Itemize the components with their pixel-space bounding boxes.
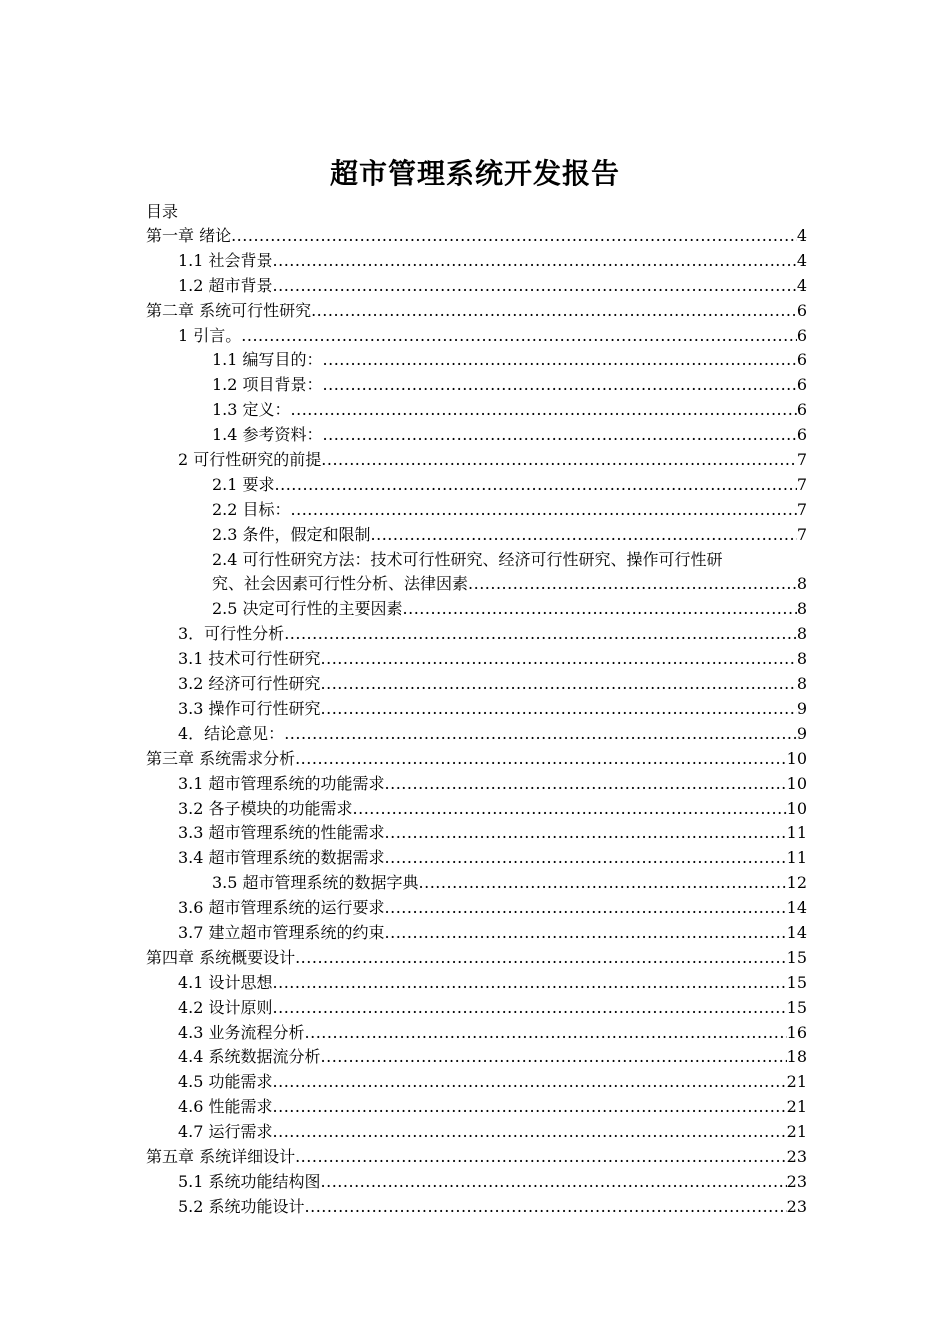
toc-entry[interactable] [146,946,807,971]
dot-leader [273,249,797,274]
dot-leader [353,797,787,822]
toc-page-number: 16 [786,1022,807,1042]
dot-leader [295,946,787,971]
toc-page-number: 21 [786,1072,807,1092]
toc-entry-text: 第一章 绪论 [146,226,232,245]
dot-leader [323,373,797,398]
dot-leader [385,821,787,846]
dot-leader [291,398,797,423]
toc-page-number: 7 [796,499,807,519]
toc-page-number: 6 [796,300,807,320]
dot-leader [305,1021,787,1046]
toc-entry-text-continued: 究、社会因素可行性分析、法律因素 [212,574,469,594]
toc-page-number: 23 [786,1171,807,1191]
dot-leader [321,1045,787,1070]
toc-page-number: 10 [786,748,807,768]
toc-page-number: 8 [796,674,807,694]
toc-entry[interactable] [146,597,807,622]
toc-page-number: 7 [796,524,807,544]
toc-entry-text: 1.1 社会背景 [178,250,273,270]
toc-page-number: 11 [786,823,807,843]
toc-entry-text: 3.2 各子模块的功能需求 [178,798,353,818]
toc-page-number: 15 [786,997,807,1017]
toc-entry-text: 第四章 系统概要设计 [146,947,296,967]
toc-entry[interactable] [146,971,807,996]
dot-leader [323,348,797,373]
toc-entry[interactable] [146,1095,807,1120]
toc-entry[interactable] [146,871,807,896]
dot-leader [231,224,797,249]
toc-entry[interactable] [146,1170,807,1195]
toc-page-number: 6 [796,325,807,345]
toc-page-number: 6 [796,425,807,445]
toc-page-number: 8 [796,599,807,619]
dot-leader [273,274,797,299]
toc-entry-text: 1.4 参考资料： [212,425,323,445]
toc-entry-text: 3.1 超市管理系统的功能需求 [178,773,385,793]
toc-entry[interactable] [146,473,807,498]
toc-page-number: 6 [796,375,807,395]
toc-entry-text: 3.2 经济可行性研究 [178,674,321,694]
toc-entry[interactable] [146,448,807,473]
dot-leader [273,1120,787,1145]
toc-entry-text: 3.5 超市管理系统的数据字典 [212,873,419,893]
toc-entry-text: 3.7 建立超市管理系统的约束 [178,922,385,942]
toc-entry[interactable] [146,747,807,772]
toc-entry-text: 4.2 设计原则 [178,997,273,1017]
toc-entry[interactable] [146,896,807,921]
dot-leader [311,299,797,324]
dot-leader [295,747,787,772]
dot-leader [321,697,797,722]
dot-leader [403,597,797,622]
toc-page-number: 10 [786,798,807,818]
toc-entry[interactable] [146,548,807,598]
toc-entry[interactable] [146,523,807,548]
dot-leader [284,722,797,747]
toc-entry-text: 3.4 超市管理系统的数据需求 [178,848,385,868]
dot-leader [321,1170,787,1195]
toc-page-number: 9 [796,723,807,743]
toc-page-number: 14 [786,898,807,918]
dot-leader [321,647,797,672]
toc-entry[interactable] [146,249,807,274]
dot-leader [321,672,797,697]
dot-leader [468,572,797,597]
dot-leader [371,523,797,548]
toc-page-number: 9 [796,698,807,718]
toc-page-number: 14 [786,922,807,942]
dot-leader [273,996,787,1021]
toc-entry-text: 5.1 系统功能结构图 [178,1171,321,1191]
table-of-contents [146,224,807,1220]
toc-page-number: 4 [796,275,807,295]
dot-leader [275,473,797,498]
dot-leader [385,846,787,871]
toc-entry[interactable] [146,1145,807,1170]
toc-page-number: 23 [786,1146,807,1166]
dot-leader [305,1195,787,1220]
toc-page-number: 4 [796,250,807,270]
toc-entry-text: 4.4 系统数据流分析 [178,1047,321,1067]
toc-page-number: 21 [786,1097,807,1117]
toc-entry-text: 5.2 系统功能设计 [178,1196,305,1216]
toc-entry-text: 4.6 性能需求 [178,1097,273,1117]
toc-page-number: 18 [786,1047,807,1067]
toc-entry-text: 4.1 设计思想 [178,972,273,992]
dot-leader [385,921,787,946]
toc-entry-text: 2.5 决定可行性的主要因素 [212,599,403,619]
toc-entry[interactable] [146,622,807,647]
toc-entry-text: 2.2 目标： [212,499,291,519]
dot-leader [295,1145,787,1170]
toc-entry[interactable] [146,324,807,349]
dot-leader [284,622,797,647]
toc-entry-text: 1 引言。 [178,325,242,345]
toc-entry[interactable] [146,348,807,373]
toc-entry[interactable] [146,697,807,722]
dot-leader [241,324,797,349]
dot-leader [321,448,797,473]
toc-page-number: 8 [796,574,807,594]
toc-entry[interactable] [146,1045,807,1070]
toc-entry-text: 2.3 条件，假定和限制 [212,524,371,544]
dot-leader [273,971,787,996]
toc-entry-text: 3.1 技术可行性研究 [178,649,321,669]
toc-entry-text: 1.2 项目背景： [212,375,323,395]
toc-entry[interactable] [146,498,807,523]
toc-entry-text: 1.2 超市背景 [178,275,273,295]
dot-leader [323,423,797,448]
dot-leader [385,772,787,797]
toc-entry-text: 1.1 编写目的： [212,350,323,370]
toc-entry[interactable] [146,1021,807,1046]
toc-page-number: 10 [786,773,807,793]
toc-page-number: 6 [796,400,807,420]
toc-entry[interactable] [146,423,807,448]
toc-page-number: 15 [786,947,807,967]
toc-entry[interactable] [146,1070,807,1095]
toc-entry[interactable] [146,672,807,697]
toc-entry-text: 4．结论意见： [178,723,285,743]
toc-entry[interactable] [146,846,807,871]
toc-page-number: 12 [786,873,807,893]
toc-entry[interactable] [146,647,807,672]
toc-entry-text: 2.4 可行性研究方法：技术可行性研究、经济可行性研究、操作可行性研 [212,549,723,569]
toc-entry[interactable] [146,722,807,747]
dot-leader [291,498,797,523]
dot-leader [273,1095,787,1120]
toc-entry[interactable] [146,1195,807,1220]
toc-entry[interactable] [146,224,807,249]
dot-leader [419,871,787,896]
toc-entry[interactable] [146,373,807,398]
toc-entry-text: 4.5 功能需求 [178,1072,273,1092]
toc-entry[interactable] [146,797,807,822]
toc-entry[interactable] [146,1120,807,1145]
toc-entry-text: 2 可行性研究的前提 [178,450,322,470]
toc-page-number: 21 [786,1122,807,1142]
toc-entry[interactable] [146,821,807,846]
toc-entry[interactable] [146,772,807,797]
toc-heading: 目录 [146,202,179,221]
toc-page-number: 23 [786,1196,807,1216]
toc-entry-text: 1.3 定义： [212,400,291,420]
toc-page-number: 8 [796,624,807,644]
toc-page-number: 15 [786,972,807,992]
toc-page-number: 11 [786,848,807,868]
toc-entry[interactable] [146,299,807,324]
toc-entry-text: 2.1 要求 [212,474,275,494]
document-title: 超市管理系统开发报告 [329,157,620,190]
dot-leader [385,896,787,921]
toc-entry[interactable] [146,398,807,423]
toc-entry[interactable] [146,921,807,946]
toc-page-number: 8 [796,649,807,669]
toc-entry-text: 第三章 系统需求分析 [146,748,296,768]
toc-entry-text: 4.3 业务流程分析 [178,1022,305,1042]
toc-entry[interactable] [146,274,807,299]
toc-page-number: 7 [796,474,807,494]
toc-entry-text: 3.6 超市管理系统的运行要求 [178,898,385,918]
toc-page-number: 4 [796,226,807,245]
toc-entry-text: 3.3 超市管理系统的性能需求 [178,823,385,843]
toc-entry-text: 第二章 系统可行性研究 [146,300,312,320]
toc-entry-text: 3.3 操作可行性研究 [178,698,321,718]
toc-entry-text: 4.7 运行需求 [178,1122,273,1142]
dot-leader [273,1070,787,1095]
toc-page-number: 6 [796,350,807,370]
toc-page-number: 7 [796,450,807,470]
toc-entry-text: 第五章 系统详细设计 [146,1146,296,1166]
toc-entry[interactable] [146,996,807,1021]
toc-entry-text: 3．可行性分析 [178,624,285,644]
